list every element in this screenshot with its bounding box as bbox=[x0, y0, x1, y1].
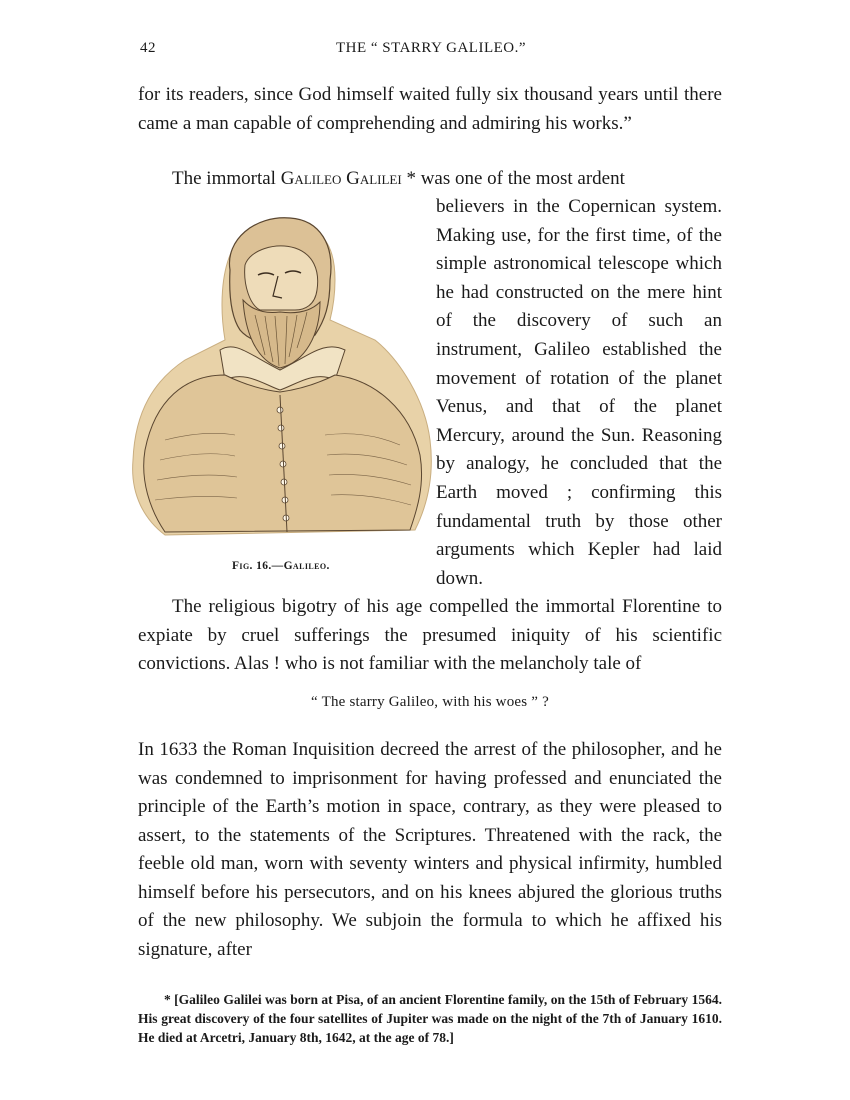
face bbox=[245, 246, 318, 310]
paragraph-continued: for its readers, since God himself waited fully six thousand years until there came a man capable of comprehending and admiring his works.” bbox=[138, 84, 722, 134]
galileo-portrait-image bbox=[125, 210, 435, 540]
quotation: “ The starry Galileo, with his woes ” ? bbox=[311, 694, 549, 710]
galileo-name: Galileo Galilei bbox=[280, 168, 402, 189]
running-title: THE “ STARRY GALILEO.” bbox=[335, 40, 527, 56]
intro-text-end: * was one of the most ardent bbox=[401, 168, 625, 189]
figure-caption bbox=[232, 560, 330, 572]
paragraph-galileo-intro bbox=[138, 165, 722, 194]
paragraph-inquisition: In 1633 the Roman Inquisition decreed the arrest of the philosopher, and he was condemned to imprisonment for having professed and enunciated the principle of the Earth’s motion in space, contrary, as they were pleased to assert, to the statements of the Scriptures. Threatened with the rack, the feeble old man, worn with seventy winters and physical infirmity, humbled himself before his persecutors, and on his knees abjured the glorious truths of the new philosophy. We subjoin the formula to which he affixed his signature, after bbox=[138, 739, 722, 960]
figure-caption-text: Fig. 16.—Galileo. bbox=[232, 560, 330, 572]
page-number: 42 bbox=[140, 40, 156, 56]
page-header bbox=[140, 40, 722, 64]
paragraph-wrap-text: believers in the Copernican system. Making use, for the first time, of the simple astronomical telescope which he had constructed on the mere hint of the discovery of such an instrument, Galileo established the movement of rotation of the planet Venus, and that of the planet Mercury, around the Sun. Reasoning by analogy, he concluded that the Earth moved ; confirming this fundamental truth by those other arguments which Kepler had laid down. bbox=[436, 196, 722, 589]
intro-text: The immortal bbox=[172, 168, 281, 189]
paragraph-religious-bigotry: The religious bigotry of his age compelled the immortal Florentine to expiate by cruel sufferings the presumed iniquity of his scientific convictions. Alas ! who is not familiar with the melancholy tale of bbox=[138, 596, 722, 674]
footnote: * [Galileo Galilei was born at Pisa, of an ancient Florentine family, on the 15th of February 1564. His great discovery of the four satellites of Jupiter was made on the night of the 7th of January 1610. He died at Arcetri, January 8th, 1642, at the age of 78.] bbox=[138, 992, 722, 1045]
